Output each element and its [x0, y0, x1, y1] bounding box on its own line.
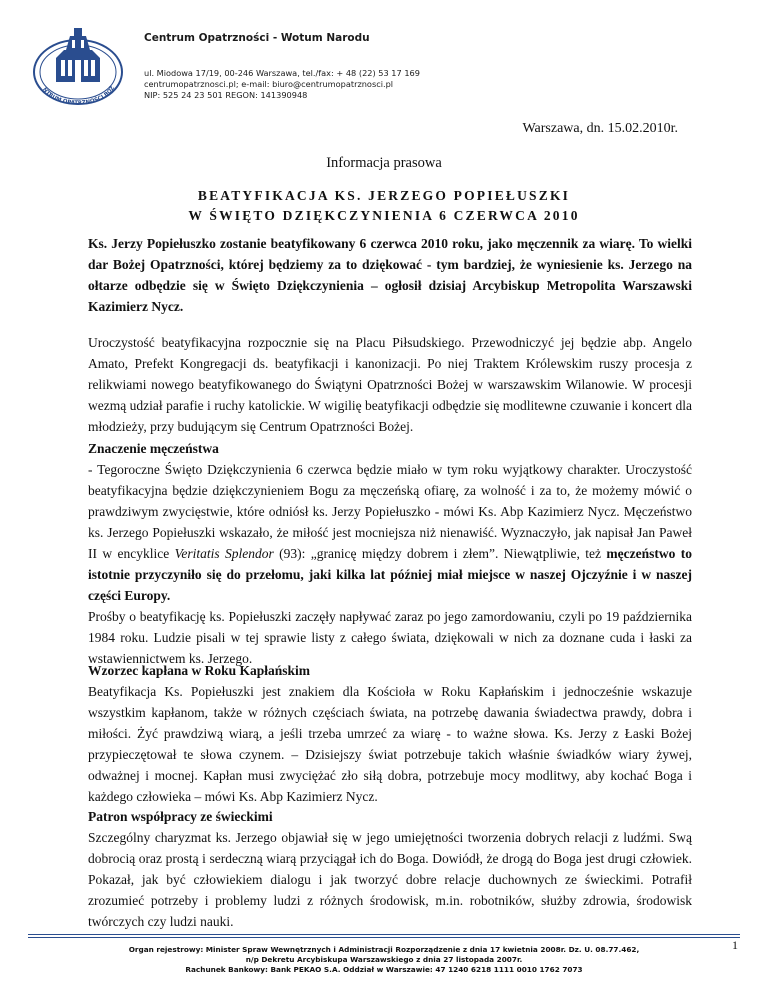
encyclical-title: Veritatis Splendor [174, 546, 274, 561]
page-number: 1 [732, 938, 738, 952]
contact-address: ul. Miodowa 17/19, 00-246 Warszawa, tel./fax: + 48 (22) 53 17 169 [144, 68, 420, 78]
section-heading: Patron współpracy ze świeckimi [88, 809, 273, 824]
document-type-label: Informacja prasowa [326, 155, 442, 171]
body-text-a: - Tegoroczne Święto Dziękczynienia 6 czerwca będzie miało w tym roku wyjątkowy charakter. Uroczystość beatyfikacyjna będzie dziękczynieniem Bogu za męczeńską ofiarę, za wolność i za to, że możemy mówić o prawdziwym zwycięstwie, które odniósł ks. Jerzy Popiełuszko - mówi Ks. Abp Kazimierz Nycz. Męczeństwo ks. Jerzego Popiełuszki wskazało, że miłość jest mocniejsza niż nienawiść. Wyznaczyło, jak napisał Jan Paweł II w encyklice [88, 462, 692, 561]
footer-divider-thin [28, 937, 740, 938]
footer-decree: n/p Dekretu Arcybiskupa Warszawskiego z dnia 27 listopada 2007r. [245, 955, 523, 964]
section-body: Szczególny charyzmat ks. Jerzego objawiał się w jego umiejętności tworzenia dobrych relacji z ludźmi. Swą dobrocią oraz prostą i serdeczną wiarą przyciągał ich do Boga. Dowiódł, że drogą do Boga jest drugi człowiek. Pokazał, jak być człowiekiem dialogu i jak tworzyć dobre relacje duchownych ze świeckimi. Potrafił zrozumieć potrzeby i problemy ludzi z różnych środowisk, m.in. robotników, służby zdrowia, środowisk twórczych czy ludzi nauki. [88, 830, 692, 929]
footer-registry: Organ rejestrowy: Minister Spraw Wewnętrznych i Administracji Rozporządzenie z dnia 17 kwietnia 2008r. Dz. U. 08.77.462, [128, 945, 640, 954]
organization-name: Centrum Opatrzności - Wotum Narodu [144, 32, 370, 44]
section-body: Beatyfikacja Ks. Popiełuszki jest znakiem dla Kościoła w Roku Kapłańskim i jednocześnie wskazuje wszystkim kapłanom, także w różnych częściach świata, na potrzebę dawania świadectwa prawdy, dobra i miłości. Żyć prawdziwą wiarą, a jeśli trzeba umrzeć za wiarę - to ważne słowa. Ks. Jerzy z Łaski Bożej przypieczętował te słowa czynem. – Dzisiejszy świat potrzebuje takich właśnie świadków wiary żywej, odważnej i mocnej. Kapłan musi zwyciężać zło siłą dobra, potrzebuje mocy modlitwy, aby kochać Boga i każdego człowieka – mówi Ks. Abp Kazimierz Nycz. [88, 684, 692, 804]
footer [0, 945, 768, 975]
contact-web-email: centrumopatrznosci.pl; e-mail: biuro@centrumopatrznosci.pl [144, 79, 394, 89]
organization-contact [144, 68, 420, 101]
footer-divider [28, 934, 740, 935]
contact-nip-regon: NIP: 525 24 23 501 REGON: 141390948 [144, 90, 308, 100]
title-line-1: BEATYFIKACJA KS. JERZEGO POPIEŁUSZKI [197, 188, 571, 203]
document-title [0, 186, 768, 226]
title-line-2: W ŚWIĘTO DZIĘKCZYNIENIA 6 CZERWCA 2010 [188, 208, 580, 223]
letterhead [28, 10, 488, 110]
section-priest-model [88, 660, 692, 807]
section-body [88, 459, 692, 606]
section-body-2: Prośby o beatyfikację ks. Popiełuszki zaczęły napływać zaraz po jego zamordowaniu, czyli po 19 października 1984 roku. Ludzie pisali w tej sprawie listy z całego świata, dziękowali w nich za doznane cuda i łaski za wstawiennictwem ks. Jerzego. [88, 609, 692, 666]
lead-paragraph: Ks. Jerzy Popiełuszko zostanie beatyfikowany 6 czerwca 2010 roku, jako męczennik za wiarę. To wielki dar Bożej Opatrzności, której będziemy za to dziękować - tym bardziej, że wyniesienie ks. Jerzego na ołtarze odbędzie się w Święto Dziękczynienia – ogłosił dzisiaj Arcybiskup Metropolita Warszawski Kazimierz Nycz. [88, 236, 692, 314]
body-emphasis: męczeństwo to istotnie przyczyniło się do przełomu, jaki kilka lat później miał miejsce w naszej Ojczyźnie i w naszej części Europy. [88, 546, 692, 603]
intro-paragraph: Uroczystość beatyfikacyjna rozpocznie się na Placu Piłsudskiego. Przewodniczyć jej będzie abp. Angelo Amato, Prefekt Kongregacji ds. beatyfikacji i kanonizacji. Po niej Traktem Królewskim ruszy procesja z relikwiami nowego beatyfikowanego do Świątyni Opatrzności Bożej w warszawskim Wilanowie. W procesji wezmą udział parafie i ruchy katolickie. W wigilię beatyfikacji odbędzie się modlitewne czuwanie i koncert dla młodzieży, przy budującym się Centrum Opatrzności Bożej. [88, 335, 692, 434]
section-heading: Wzorzec kapłana w Roku Kapłańskim [88, 663, 311, 678]
centrum-opatrznosci-logo [28, 24, 128, 106]
section-heading: Znaczenie męczeństwa [88, 441, 219, 456]
body-text-b: (93): „granicę między dobrem i złem”. Niewątpliwie, też [273, 546, 607, 561]
footer-bank-account: Rachunek Bankowy: Bank PEKAO S.A. Oddział w Warszawie: 47 1240 6218 1111 0010 1762 7073 [185, 965, 583, 974]
section-martyrdom [88, 438, 692, 669]
section-lay-cooperation [88, 806, 692, 932]
document-date: Warszawa, dn. 15.02.2010r. [522, 121, 678, 136]
logo-text: NTRUM OPATRZNOŚCI BOŻ [41, 85, 116, 106]
